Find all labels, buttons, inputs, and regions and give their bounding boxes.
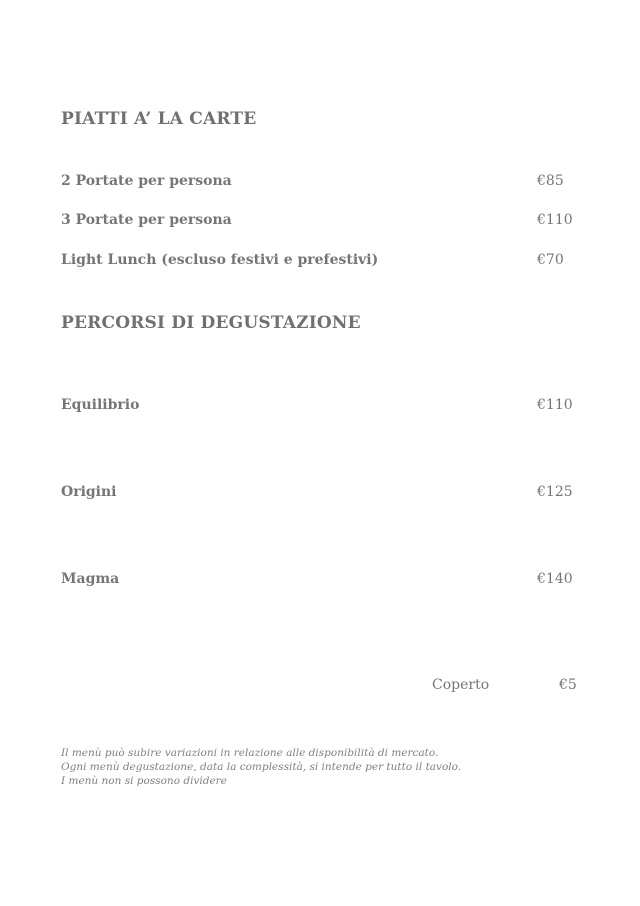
menu-item-label: 2 Portate per persona (61, 173, 232, 189)
tasting-item-label: Magma (61, 571, 120, 587)
tasting-item-label: Equilibrio (61, 397, 140, 413)
note-line: Il menù può subire variazioni in relazione alle disponibilità di mercato. (61, 747, 439, 759)
coperto-price: €5 (559, 677, 577, 693)
note-line: I menù non si possono dividere (61, 775, 227, 787)
alacarte-title: PIATTI A’ LA CARTE (61, 109, 257, 129)
tasting-item-price: €110 (537, 397, 573, 413)
menu-item-price: €110 (537, 212, 573, 228)
tasting-item-price: €125 (537, 484, 573, 500)
tasting-item-label: Origini (61, 484, 117, 500)
degustazione-title: PERCORSI DI DEGUSTAZIONE (61, 313, 361, 333)
menu-notes (61, 746, 461, 788)
note-line: Ogni menù degustazione, data la complessità, si intende per tutto il tavolo. (61, 761, 462, 773)
menu-item-price: €85 (537, 173, 564, 189)
tasting-item-price: €140 (537, 571, 573, 587)
coperto-label: Coperto (432, 677, 490, 693)
menu-item-price: €70 (537, 252, 564, 268)
menu-item-label: 3 Portate per persona (61, 212, 232, 228)
menu-item-label: Light Lunch (escluso festivi e prefestivi) (61, 252, 379, 268)
